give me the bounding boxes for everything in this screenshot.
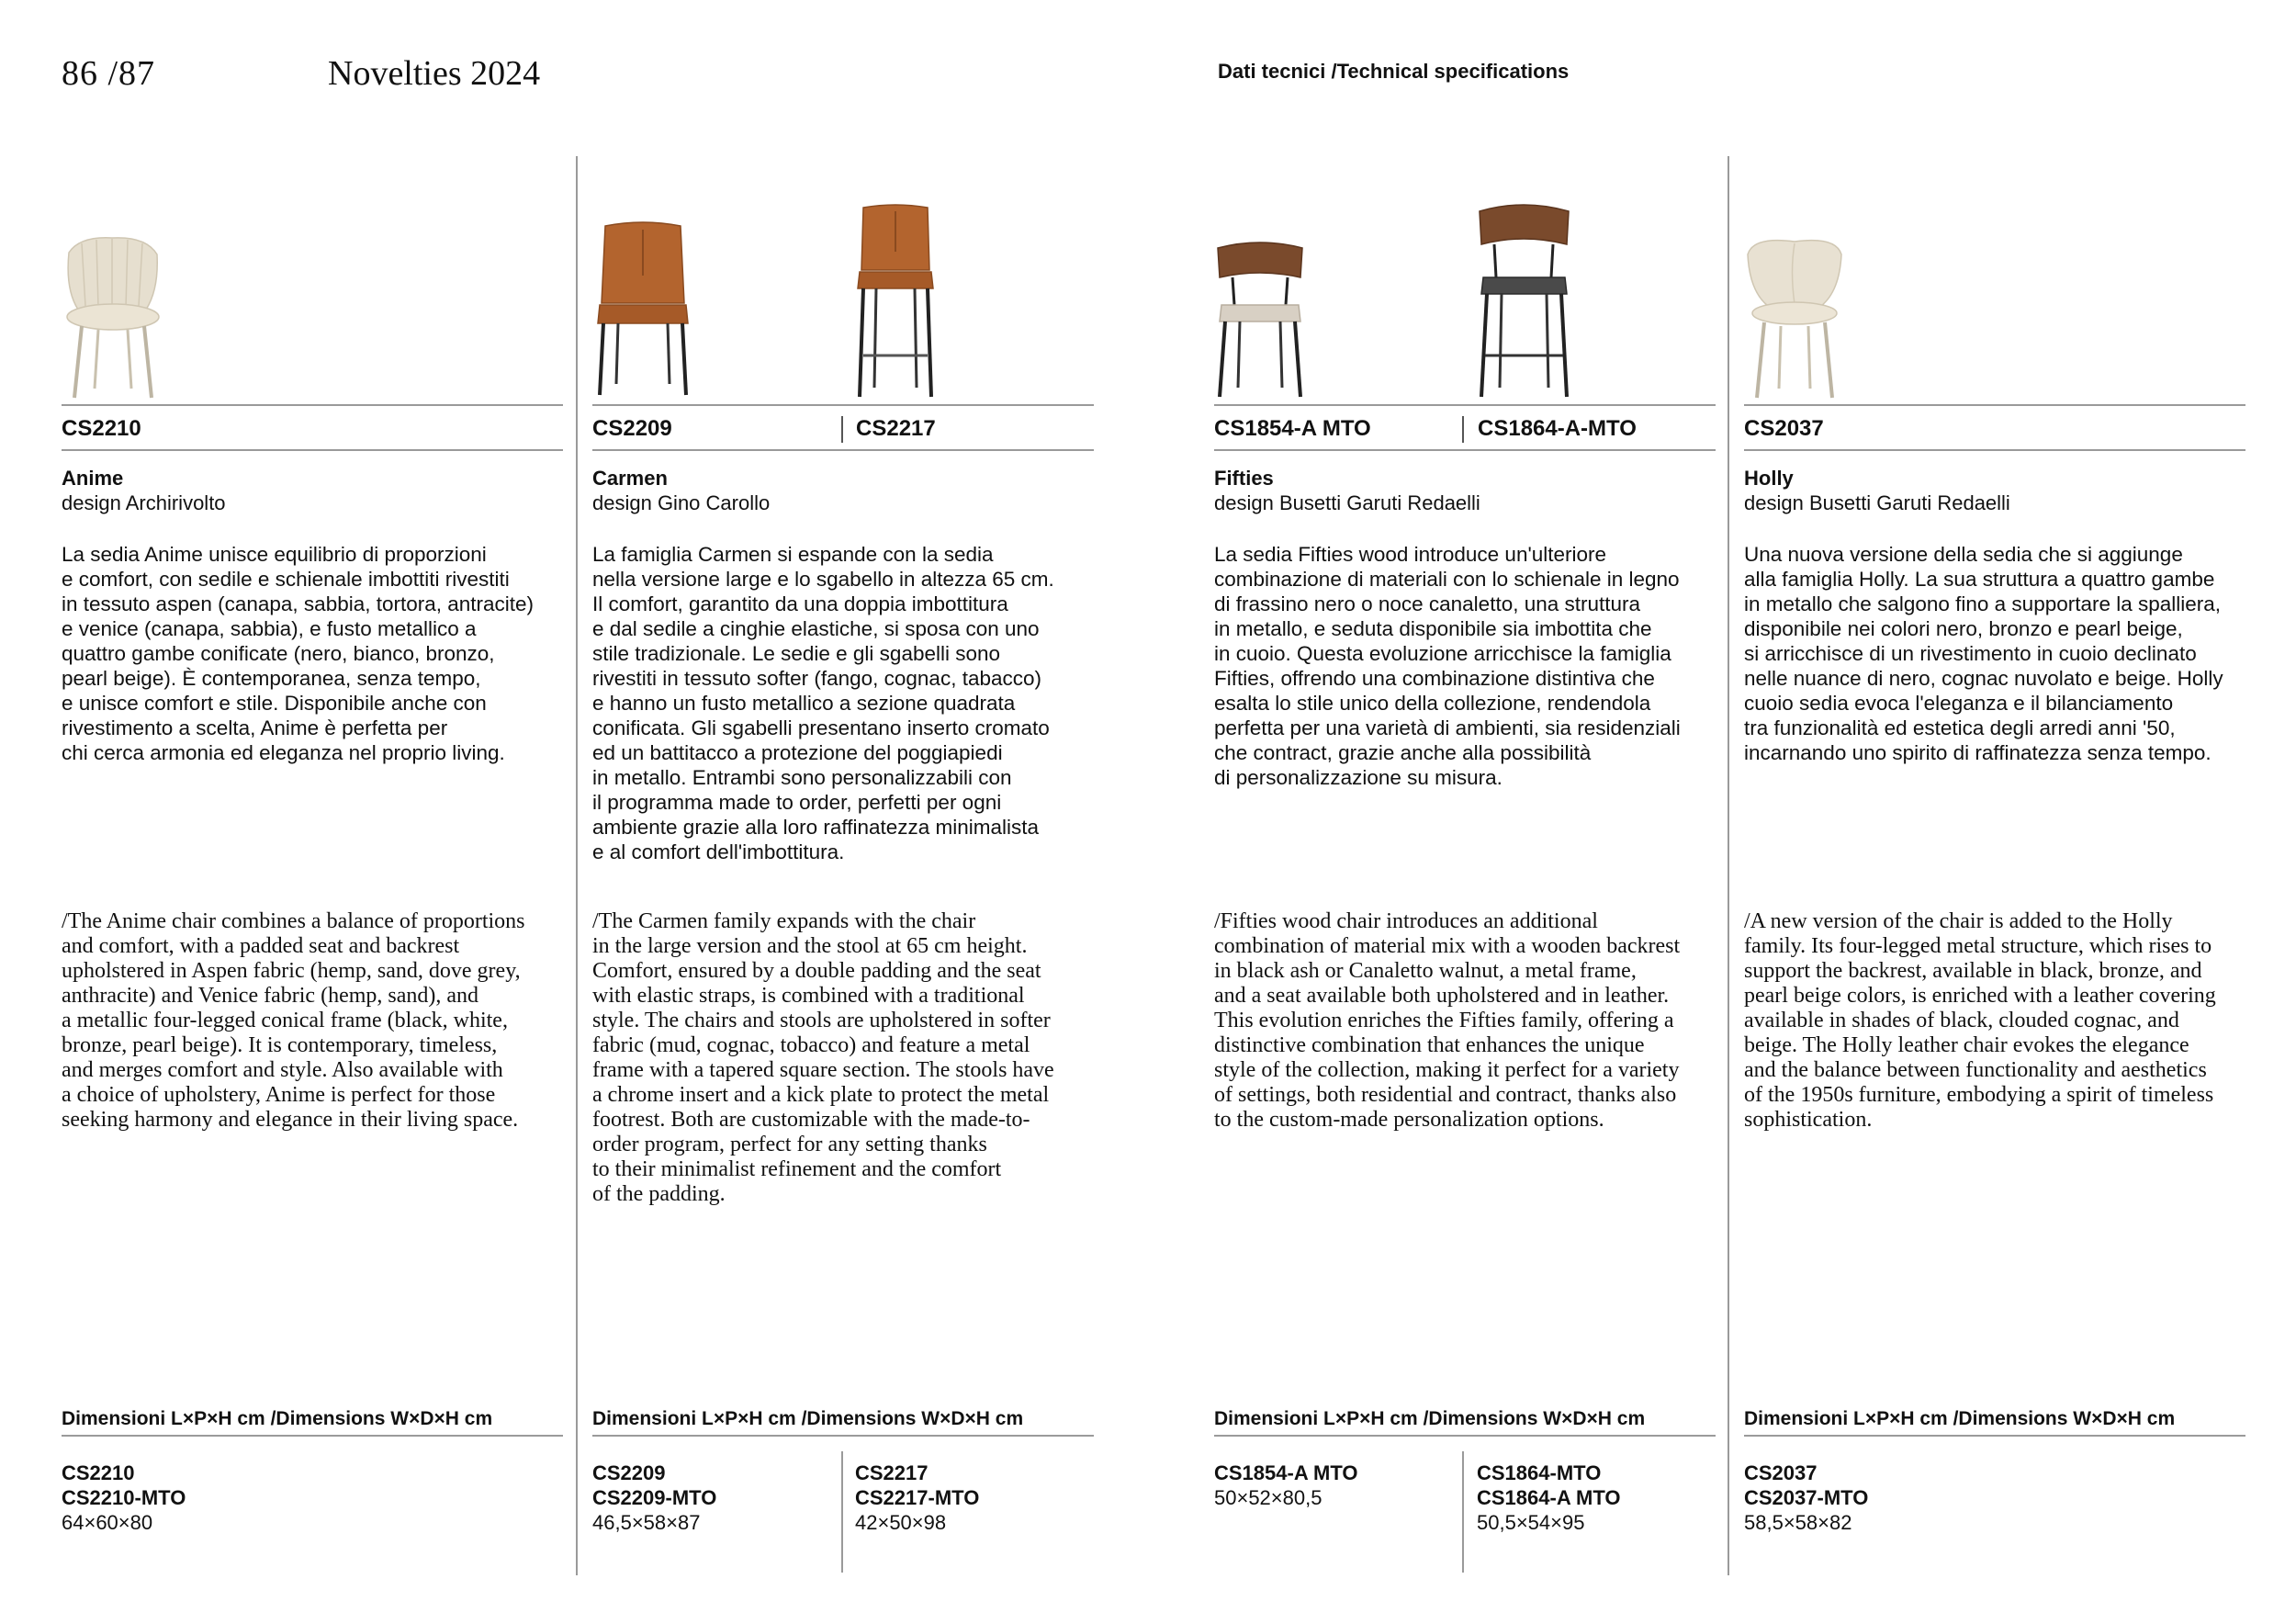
dimensions-heading: Dimensioni L×P×H cm /Dimensions W×D×H cm — [592, 1408, 1024, 1429]
code-divider — [1462, 416, 1464, 443]
product-name: Fifties — [1214, 467, 1274, 490]
anime-chair-image — [62, 234, 163, 400]
rule — [1744, 449, 2245, 451]
product-designer: design Busetti Garuti Redaelli — [1214, 491, 1480, 514]
rule — [62, 1435, 563, 1437]
rule — [592, 449, 1094, 451]
product-code: CS2209 — [592, 416, 672, 441]
rule — [1744, 1435, 2245, 1437]
product-designer: design Gino Carollo — [592, 491, 771, 514]
description-english: /A new version of the chair is added to the Holly family. Its four-legged metal structure, which rises to support the backrest, available in black, bronze, and pearl beige colors, is enriched with a leather covering available in shades of black, clouded cognac, and beige. The Holly leather chair evokes the elegance and the balance between functionality and aesthetics of the 1950s furniture, embodying a spirit of timeless sophistication. — [1744, 909, 2216, 1132]
dimensions-heading: Dimensioni L×P×H cm /Dimensions W×D×H cm — [1744, 1408, 2176, 1429]
dimension-value: 46,5×58×87 — [592, 1511, 701, 1534]
section-title: Dati tecnici /Technical specifications — [1218, 60, 1570, 83]
rule — [1214, 404, 1716, 406]
dimension-value: 50,5×54×95 — [1477, 1511, 1585, 1534]
column-divider — [1728, 156, 1729, 1575]
dimension-code: CS2217-MTO — [855, 1486, 980, 1509]
carmen-chair-image — [592, 220, 693, 400]
dimension-code: CS2209-MTO — [592, 1486, 717, 1509]
dimension-code: CS2217 — [855, 1461, 929, 1484]
column-divider — [576, 156, 578, 1575]
dimension-value: 64×60×80 — [62, 1511, 153, 1534]
catalog-title: Novelties 2024 — [328, 54, 541, 93]
dimension-code: CS1854-A MTO — [1214, 1461, 1358, 1484]
dimension-code: CS2209 — [592, 1461, 666, 1484]
product-code: CS2210 — [62, 416, 141, 441]
product-code: CS2217 — [856, 416, 936, 441]
dimensions-divider — [841, 1451, 843, 1573]
dimension-value: 42×50×98 — [855, 1511, 947, 1534]
fifties-stool-image — [1476, 204, 1572, 400]
rule — [62, 449, 563, 451]
product-name: Holly — [1744, 467, 1794, 490]
product-designer: design Archirivolto — [62, 491, 226, 514]
dimension-code: CS2037-MTO — [1744, 1486, 1869, 1509]
holly-chair-image — [1744, 234, 1845, 400]
dimensions-block — [1214, 1460, 1358, 1510]
product-name: Anime — [62, 467, 124, 490]
product-designer: design Busetti Garuti Redaelli — [1744, 491, 2010, 514]
dimensions-divider — [1462, 1451, 1464, 1573]
dimensions-block — [1477, 1460, 1621, 1535]
product-column-holly — [1744, 0, 2245, 1624]
dimensions-heading: Dimensioni L×P×H cm /Dimensions W×D×H cm — [1214, 1408, 1646, 1429]
product-column-fifties — [1214, 0, 1716, 1624]
product-column-carmen — [592, 0, 1094, 1624]
dimensions-block — [855, 1460, 979, 1535]
rule — [62, 404, 563, 406]
product-code: CS1854-A MTO — [1214, 416, 1371, 441]
product-name: Carmen — [592, 467, 668, 490]
description-english: /The Anime chair combines a balance of proportions and comfort, with a padded seat and backrest upholstered in Aspen fabric (hemp, sand, dove grey, anthracite) and Venice fabric (hemp, sand), and a metallic four-legged conical frame (black, white, bronze, pearl beige). It is contemporary, timeless, and merges comfort and style. Also available with a choice of upholstery, Anime is perfect for those seeking harmony and elegance in their living space. — [62, 909, 525, 1132]
fifties-chair-image — [1214, 241, 1306, 400]
dimensions-block — [592, 1460, 716, 1535]
rule — [592, 404, 1094, 406]
rule — [1214, 449, 1716, 451]
rule — [1214, 1435, 1716, 1437]
product-code: CS2037 — [1744, 416, 1824, 441]
dimensions-block — [1744, 1460, 1868, 1535]
description-english: /Fifties wood chair introduces an additional combination of material mix with a wooden backrest in black ash or Canaletto walnut, a metal frame, and a seat available both upholstered and in leather. This evolution enriches the Fifties family, offering a distinctive combination that enhances the unique style of the collection, making it perfect for a variety of settings, both residential and contract, thanks also to the custom-made personalization options. — [1214, 909, 1681, 1132]
rule — [592, 1435, 1094, 1437]
description-italian: La sedia Fifties wood introduce un'ulteriore combinazione di materiali con lo schienale in legno di frassino nero o noce canaletto, una struttura in metallo, e seduta disponibile sia imbottita che in cuoio. Questa evoluzione arricchisce la famiglia Fifties, offrendo una combinazione distintiva che esalta lo stile unico della collezione, rendendola perfetta per una varietà di ambienti, sia residenziali che contract, grazie anche alla possibilità di personalizzazione su misura. — [1214, 543, 1681, 789]
dimension-value: 50×52×80,5 — [1214, 1486, 1322, 1509]
dimensions-block — [62, 1460, 186, 1535]
rule — [1744, 404, 2245, 406]
description-italian: La famiglia Carmen si espande con la sedia nella versione large e lo sgabello in altezza 65 cm. Il comfort, garantito da una doppia imbottitura e dal sedile a cinghie elastiche, si sposa con uno stile tradizionale. Le sedie e gli sgabelli sono rivestiti in tessuto softer (fango, cognac, tabacco) e hanno un fusto metallico a sezione quadrata conificata. Gli sgabelli presentano inserto cromato ed un battitacco a protezione del poggiapiedi in metallo. Entrambi sono personalizzabili con il programma made to order, perfetti per ogni ambiente grazie alla loro raffinatezza minimalista e al comfort dell'imbottitura. — [592, 543, 1054, 863]
description-english: /The Carmen family expands with the chair in the large version and the stool at 65 cm height. Comfort, ensured by a double padding and the seat with elastic straps, is combined with a traditional style. The chairs and stools are upholstered in softer fabric (mud, cognac, tobacco) and feature a metal frame with a tapered square section. The stools have a chrome insert and a kick plate to protect the metal footrest. Both are customizable with the made-to- order program, perfect for any setting thanks to their minimalist refinement and the comfort of the padding. — [592, 909, 1054, 1206]
dimension-code: CS2210 — [62, 1461, 135, 1484]
dimension-code: CS1864-A MTO — [1477, 1486, 1621, 1509]
dimension-value: 58,5×58×82 — [1744, 1511, 1852, 1534]
description-italian: La sedia Anime unisce equilibrio di proporzioni e comfort, con sedile e schienale imbottiti rivestiti in tessuto aspen (canapa, sabbia, tortora, antracite) e venice (canapa, sabbia), e fusto metallico a quattro gambe conificate (nero, bianco, bronzo, pearl beige). È contemporanea, senza tempo, e unisce comfort e stile. Disponibile anche con rivestimento a scelta, Anime è perfetta per chi cerca armonia ed eleganza nel proprio living. — [62, 543, 535, 764]
product-column-anime — [62, 0, 563, 1624]
description-italian: Una nuova versione della sedia che si aggiunge alla famiglia Holly. La sua struttura a quattro gambe in metallo che salgono fino a supportare la spalliera, disponibile nei colori nero, bronzo e pearl beige, si arricchisce di un rivestimento in cuoio declinato nelle nuance di nero, cognac nuvolato e beige. Holly cuoio sedia evoca l'eleganza e il bilanciamento tra funzionalità ed estetica degli arredi anni '50, incarnando uno spirito di raffinatezza senza tempo. — [1744, 543, 2223, 764]
code-divider — [841, 416, 843, 443]
dimension-code: CS2210-MTO — [62, 1486, 186, 1509]
dimensions-heading: Dimensioni L×P×H cm /Dimensions W×D×H cm — [62, 1408, 493, 1429]
dimension-code: CS1864-MTO — [1477, 1461, 1602, 1484]
dimension-code: CS2037 — [1744, 1461, 1818, 1484]
carmen-stool-image — [854, 204, 937, 400]
page-numbers: 86 /87 — [62, 54, 156, 93]
product-code: CS1864-A-MTO — [1478, 416, 1637, 441]
